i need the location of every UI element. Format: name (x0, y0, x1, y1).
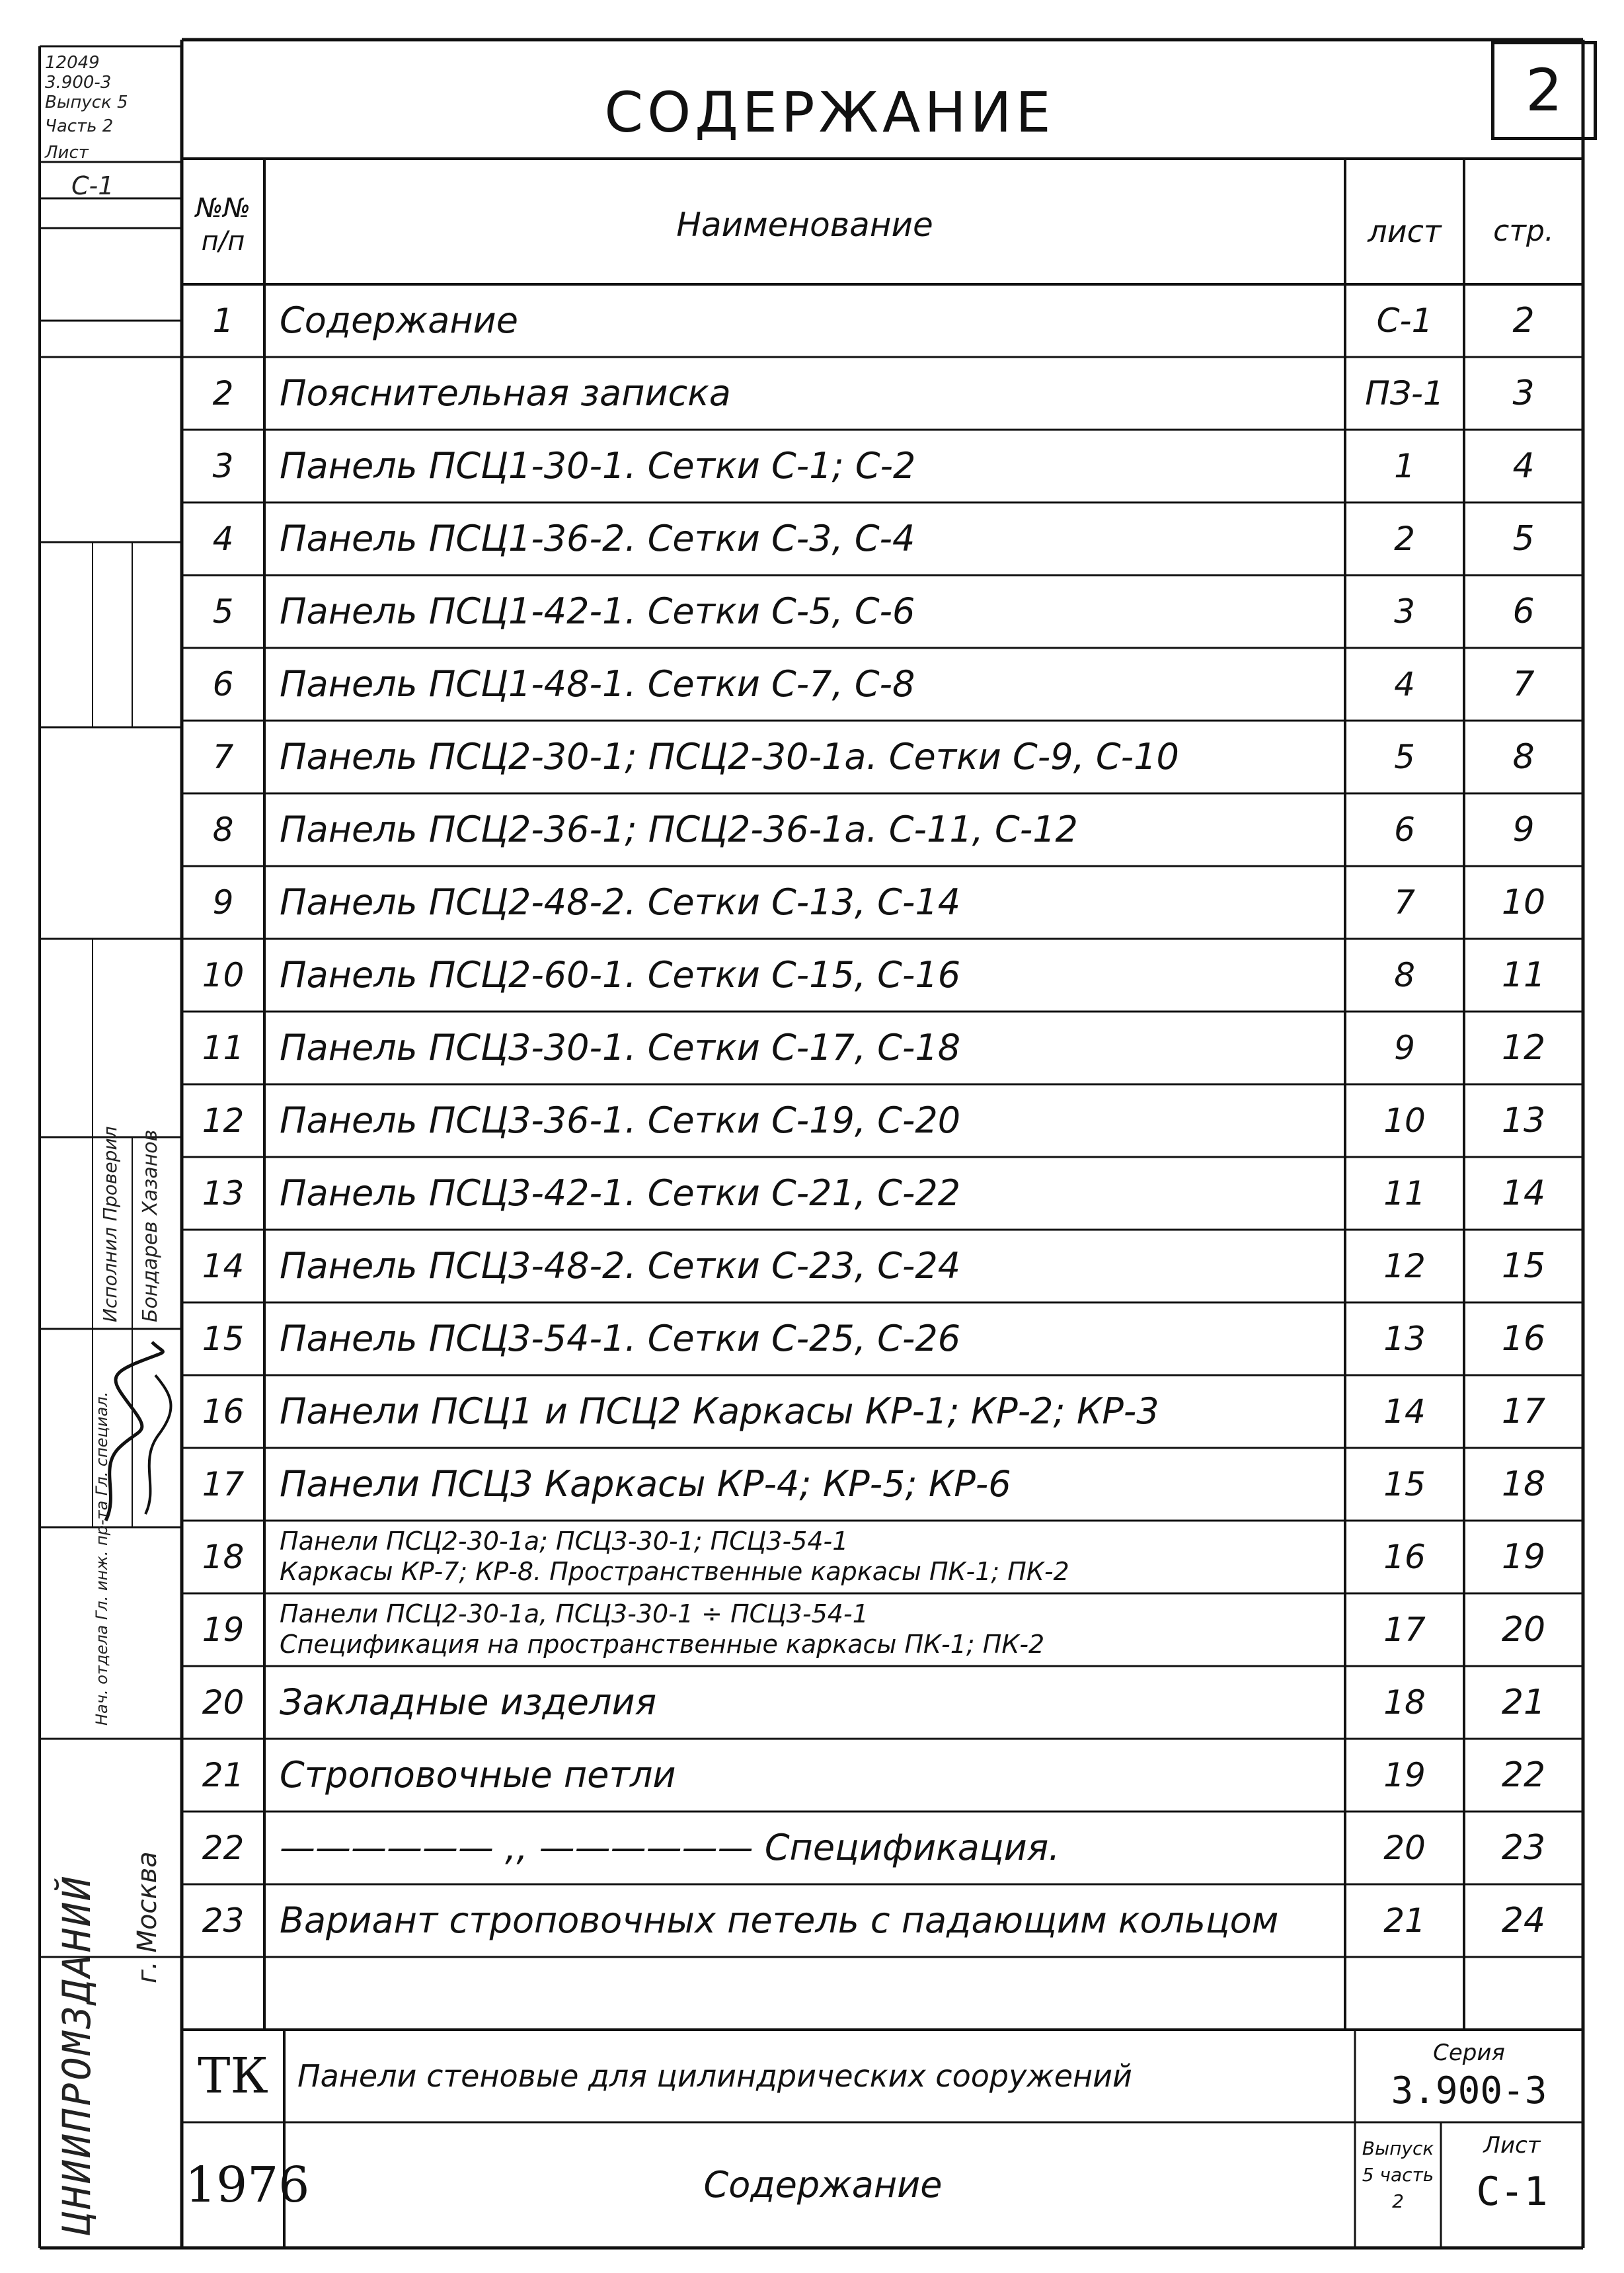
series-label: Серия (1433, 2040, 1505, 2066)
series-code: 3.900-3 (1391, 2069, 1547, 2112)
page-title: СОДЕРЖАНИЕ (604, 80, 1055, 145)
row-number: 11 (202, 1029, 245, 1067)
row-page: 10 (1501, 883, 1546, 922)
sheet-code: С-1 (1476, 2169, 1548, 2215)
row-sheet: 11 (1383, 1174, 1426, 1213)
row-sheet: 8 (1394, 956, 1415, 994)
stamp-line: С-1 (71, 171, 114, 200)
row-sheet: 19 (1383, 1756, 1426, 1794)
row-page: 3 (1512, 374, 1535, 413)
row-number: 5 (212, 592, 234, 631)
row-sheet: С-1 (1376, 301, 1433, 340)
row-sheet: 5 (1394, 738, 1415, 776)
row-name: Панель ПСЦ3-54-1. Сетки С-25, С-26 (280, 1318, 961, 1359)
header-sheet: лист (1368, 214, 1442, 249)
year: 1976 (185, 2157, 310, 2213)
row-name: Панель ПСЦ1-36-2. Сетки С-3, С-4 (280, 518, 915, 559)
row-page: 14 (1501, 1174, 1546, 1213)
row-name: Панели ПСЦ2-30-1а, ПСЦ3-30-1 ÷ ПСЦ3-54-1 (280, 1599, 869, 1628)
row-number: 19 (202, 1611, 245, 1649)
row-number: 6 (212, 665, 234, 703)
row-number: 12 (202, 1101, 245, 1140)
row-page: 12 (1501, 1028, 1546, 1068)
org-code: ТК (198, 2048, 268, 2104)
row-name: Панель ПСЦ1-42-1. Сетки С-5, С-6 (280, 590, 915, 632)
row-sheet: 4 (1394, 665, 1415, 703)
stamp-line: Лист (45, 143, 89, 163)
row-number: 23 (202, 1901, 245, 1940)
row-name: Содержание (280, 299, 518, 341)
row-page: 22 (1501, 1755, 1546, 1795)
row-page: 8 (1512, 737, 1535, 777)
row-name: Панель ПСЦ2-36-1; ПСЦ2-36-1а. С-11, С-12 (280, 809, 1078, 850)
names-label: Бондарев Хазанов (139, 1129, 162, 1322)
row-name-multiline (268, 1526, 1342, 1592)
row-number: 20 (202, 1683, 245, 1722)
row-number: 16 (202, 1392, 245, 1431)
row-name: Панель ПСЦ1-30-1. Сетки С-1; С-2 (280, 445, 916, 487)
row-number: 21 (202, 1756, 245, 1794)
drawing-description: Панели стеновые для цилиндрических сооружений (297, 2058, 1132, 2094)
row-page: 17 (1501, 1392, 1546, 1431)
row-name: Панель ПСЦ3-30-1. Сетки С-17, С-18 (280, 1027, 961, 1068)
row-page: 7 (1512, 664, 1535, 704)
roles-label: Нач. отдела Гл. инж. пр-та Гл. специал. (93, 1391, 111, 1726)
stamp-line: 12049 (45, 53, 100, 73)
row-page: 6 (1512, 592, 1535, 631)
signature-scribble (93, 1336, 178, 1527)
row-sheet: 2 (1394, 520, 1415, 558)
row-sheet: 16 (1383, 1538, 1426, 1576)
issue-label: Выпуск 5 часть 2 (1362, 2137, 1434, 2212)
roles2-label: Исполнил Проверил (99, 1126, 121, 1322)
row-page: 15 (1501, 1246, 1546, 1286)
row-number: 1 (212, 301, 234, 340)
row-number: 3 (212, 447, 234, 485)
page-number: 2 (1491, 41, 1597, 140)
row-name-continued: Спецификация на пространственные каркасы ПК-1; ПК-2 (280, 1630, 1045, 1659)
row-number: 13 (202, 1174, 245, 1213)
row-number: 10 (202, 956, 245, 994)
row-sheet: 21 (1383, 1901, 1426, 1940)
row-number: 18 (202, 1538, 245, 1576)
header-page: стр. (1493, 214, 1554, 248)
row-page: 11 (1501, 955, 1546, 995)
row-page: 19 (1501, 1537, 1546, 1577)
stamp-line: Часть 2 (45, 116, 114, 136)
row-name: Панели ПСЦ2-30-1а; ПСЦ3-30-1; ПСЦ3-54-1 (280, 1527, 849, 1556)
row-page: 23 (1501, 1828, 1546, 1868)
row-number: 2 (212, 374, 234, 413)
stamp-line: 3.900-3 (45, 73, 112, 93)
row-sheet: 14 (1383, 1392, 1426, 1431)
org-vertical-label: ЦНИИПРОМЗДАНИЙ (54, 1874, 99, 2235)
stamp-line: Выпуск 5 (45, 93, 128, 112)
row-name: Панель ПСЦ1-48-1. Сетки С-7, С-8 (280, 663, 915, 705)
row-name-multiline (268, 1599, 1342, 1665)
row-page: 5 (1512, 519, 1535, 559)
row-number: 17 (202, 1465, 245, 1503)
city-label: г. Москва (132, 1851, 163, 1983)
row-sheet: 1 (1394, 447, 1415, 485)
row-name: Строповочные петли (280, 1754, 676, 1796)
row-number: 14 (202, 1247, 245, 1285)
sheet-label: Лист (1483, 2132, 1541, 2159)
top-left-stamp (45, 53, 128, 200)
row-page: 2 (1512, 301, 1535, 340)
row-number: 22 (202, 1829, 245, 1867)
row-page: 24 (1501, 1901, 1546, 1940)
row-name: Вариант строповочных петель с падающим кольцом (280, 1899, 1279, 1941)
row-name: Закладные изделия (280, 1681, 657, 1723)
row-number: 15 (202, 1320, 245, 1358)
row-sheet: 9 (1394, 1029, 1415, 1067)
drawing-subtitle: Содержание (703, 2164, 943, 2206)
row-page: 4 (1512, 446, 1535, 486)
row-name: Панель ПСЦ2-48-2. Сетки С-13, С-14 (280, 881, 961, 923)
row-sheet: 13 (1383, 1320, 1426, 1358)
header-name: Наименование (676, 206, 933, 244)
row-name: Панель ПСЦ3-42-1. Сетки С-21, С-22 (280, 1172, 961, 1214)
row-name: Панель ПСЦ2-60-1. Сетки С-15, С-16 (280, 954, 961, 996)
row-name: Панель ПСЦ2-30-1; ПСЦ2-30-1а. Сетки С-9, С-10 (280, 736, 1179, 778)
header-num: №№ п/п (195, 193, 251, 257)
row-sheet: 3 (1394, 592, 1415, 631)
row-sheet: 12 (1383, 1247, 1426, 1285)
row-name: Панель ПСЦ3-48-2. Сетки С-23, С-24 (280, 1245, 961, 1287)
row-sheet: 7 (1394, 883, 1415, 922)
row-sheet: 18 (1383, 1683, 1426, 1722)
row-name: Панели ПСЦ3 Каркасы КР-4; КР-5; КР-6 (280, 1463, 1011, 1505)
row-sheet: 6 (1394, 811, 1415, 849)
row-name: —————— ,, —————— Спецификация. (280, 1827, 1060, 1868)
row-name: Панели ПСЦ1 и ПСЦ2 Каркасы КР-1; КР-2; КР-3 (280, 1390, 1159, 1432)
row-page: 18 (1501, 1464, 1546, 1504)
row-number: 4 (212, 520, 234, 558)
row-page: 21 (1501, 1683, 1546, 1722)
row-name: Панель ПСЦ3-36-1. Сетки С-19, С-20 (280, 1099, 961, 1141)
row-name: Пояснительная записка (280, 372, 731, 414)
row-number: 7 (212, 738, 234, 776)
row-page: 9 (1512, 810, 1535, 850)
row-number: 9 (212, 883, 234, 922)
row-sheet: 10 (1383, 1101, 1426, 1140)
row-sheet: 20 (1383, 1829, 1426, 1867)
row-page: 20 (1501, 1610, 1546, 1650)
row-number: 8 (212, 811, 234, 849)
row-sheet: 17 (1383, 1611, 1426, 1649)
row-name-continued: Каркасы КР-7; КР-8. Пространственные каркасы ПК-1; ПК-2 (280, 1557, 1069, 1586)
row-page: 16 (1501, 1319, 1546, 1359)
row-page: 13 (1501, 1101, 1546, 1140)
row-sheet: 15 (1383, 1465, 1426, 1503)
row-sheet: ПЗ-1 (1365, 374, 1444, 413)
